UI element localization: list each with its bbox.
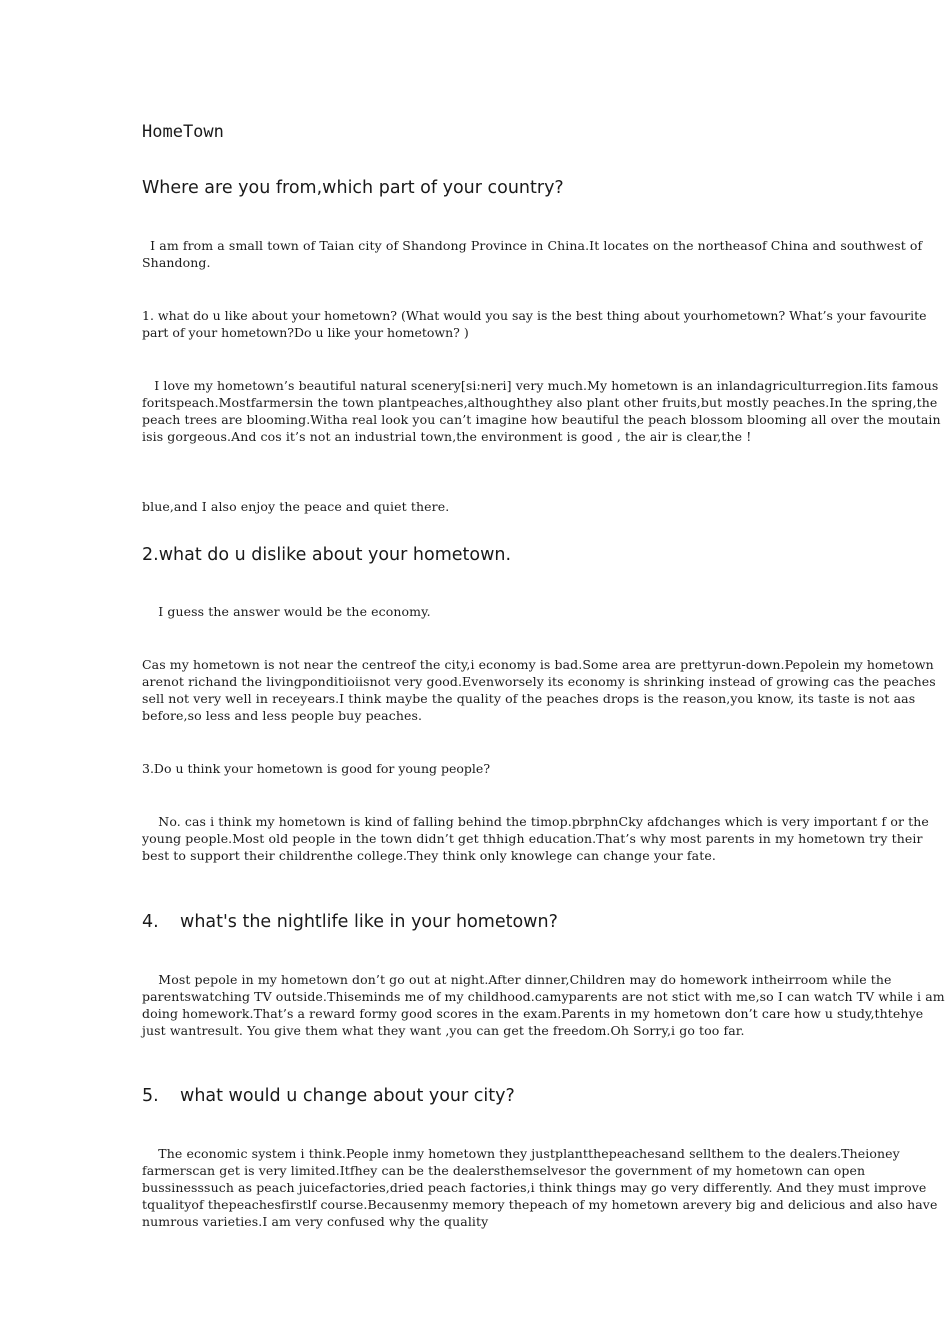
paragraph-3: No. cas i think my hometown is kind of falling behind the timop.pbrphnCky afdchanges which is very important f or the young people.Most old people in the town didn’t get thhigh education.That’s why most parents in my hometown try their best to support their childrenthe college.They think only knowlege can change your fate. <box>142 814 933 863</box>
heading-where-from: Where are you from,which part of your country? <box>142 178 564 198</box>
paragraph-1b: blue,and I also enjoy the peace and quiet there. <box>142 499 450 514</box>
heading-5-number: 5. <box>142 1086 159 1106</box>
paragraph-2b: Cas my hometown is not near the centreof the city,i economy is bad.Some area are prettyrun-down.Pepolein my hometown arenot richand the livingponditioiisnot very good.Evenworsely its economy is shrinking instead of growing cas the peaches sell not very well in receyears.I think maybe the quality of the peaches drops is the reason,you know, its taste is not aas before,so less and less people buy peaches. <box>142 657 940 723</box>
paragraph-1a: I love my hometown’s beautiful natural scenery[si:neri] very much.My hometown is an inlandagriculturregion.Iits famous foritspeach.Mostfarmersin the town plantpeaches,althoughthey also plant other fruits,but mostly peaches.In the spring,the peach trees are blooming.Witha real look you can’t imagine how beautiful the peach blossom blooming all over the moutain isis gorgeous.And cos it’s not an industrial town,the environment is good , the air is clear,the ! <box>142 378 945 444</box>
heading-4-number: 4. <box>142 912 159 932</box>
question-3: 3.Do u think your hometown is good for young people? <box>142 761 491 776</box>
question-1: 1. what do u like about your hometown? (What would you say is the best thing about yourhometown? What’s your favourite part of your hometown?Do u like your hometown? ) <box>142 308 931 340</box>
heading-2: 2.what do u dislike about your hometown. <box>142 545 512 565</box>
document-title: HomeTown <box>142 122 224 142</box>
paragraph-2a: I guess the answer would be the economy. <box>142 604 431 619</box>
heading-5-text: what would u change about your city? <box>180 1086 515 1106</box>
heading-5 <box>142 1084 515 1108</box>
paragraph-4: Most pepole in my hometown don’t go out at night.After dinner,Children may do homework intheirroom while the parentswatching TV outside.Thiseminds me of my childhood.camyparents are not stict with me,so I can watch TV while i am doing homework.That’s a reward formy good scores in the exam.Parents in my hometown don’t care how u study,thtehye just wantresult. You give them what they want ,you can get the freedom.Oh Sorry,i go too far. <box>142 972 949 1038</box>
paragraph-5: The economic system i think.People inmy hometown they justplantthepeachesand sellthem to the dealers.Theioney farmerscan get is very limited.Itfhey can be the dealersthemselvesor the government of my hometown can open bussinesssuch as peach juicefactories,dried peach factories,i think things may go very differently. And they must improve tqualityof thepeachesfirstlf course.Becausenmy memory thepeach of my hometown arevery big and delicious and also have numrous varieties.I am very confused why the quality <box>142 1146 942 1229</box>
heading-4 <box>142 910 558 934</box>
heading-4-text: what's the nightlife like in your hometown? <box>180 912 558 932</box>
paragraph-where-from: I am from a small town of Taian city of Shandong Province in China.It locates on the northeasof China and southwest of Shandong. <box>142 238 927 270</box>
